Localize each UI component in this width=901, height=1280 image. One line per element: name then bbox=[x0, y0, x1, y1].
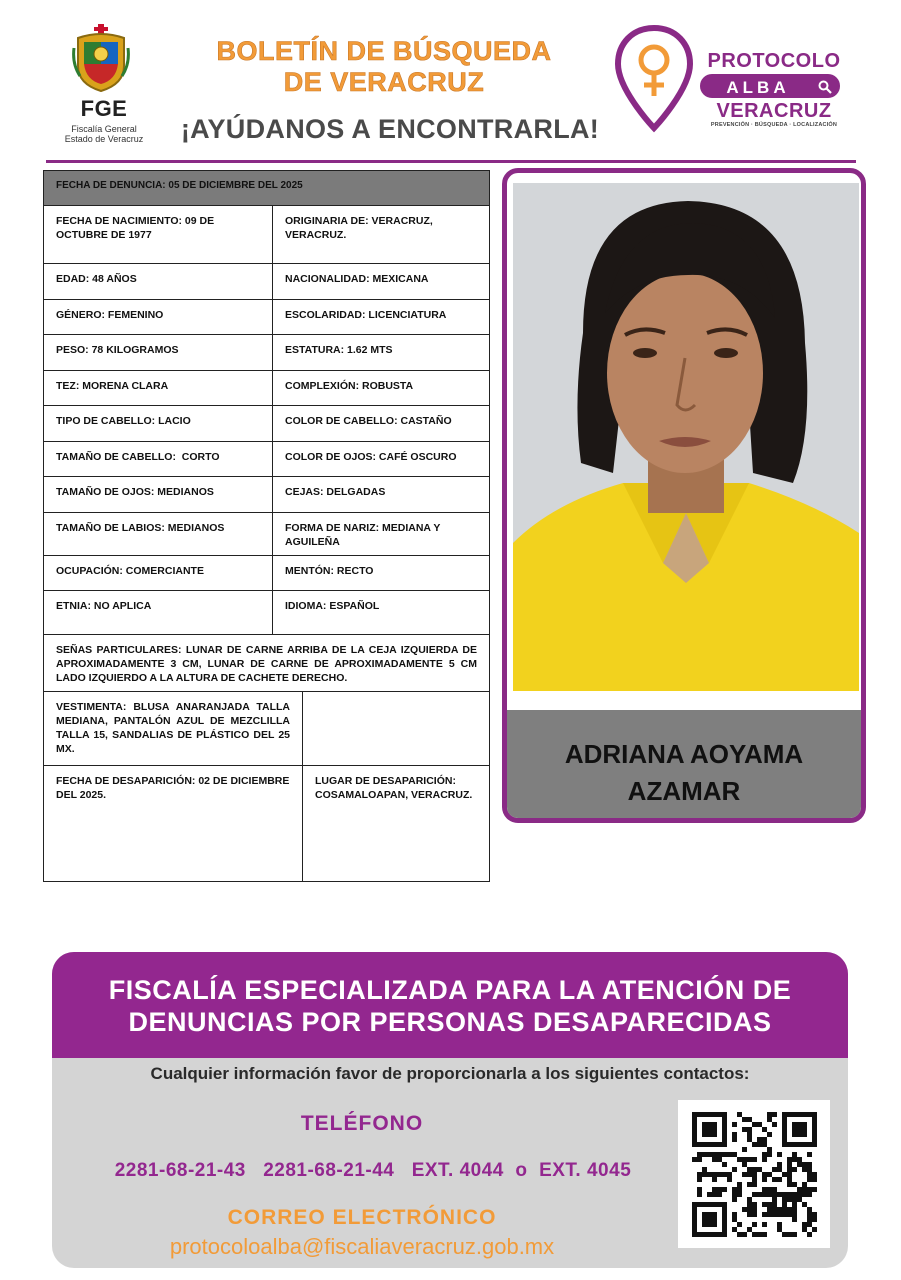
contact-panel bbox=[52, 952, 848, 1268]
phone-heading: TELÉFONO bbox=[300, 1112, 424, 1135]
table-row bbox=[44, 300, 489, 335]
distinguishing-marks: SEÑAS PARTICULARES: LUNAR DE CARNE ARRIBA DE LA CEJA IZQUIERDA DE APROXIMADAMENTE 3 CM, LUNAR DE CARNE DE APROXIMADAMENTE 5 CM LADO IZQUIERDO A LA ALTURA DE CACHETE DERECHO. bbox=[56, 644, 477, 684]
table-row bbox=[44, 591, 489, 635]
hair-length: TAMAÑO DE CABELLO: CORTO bbox=[44, 442, 273, 476]
hair-color: COLOR DE CABELLO: CASTAÑO bbox=[285, 415, 452, 427]
alba-pill bbox=[700, 74, 840, 98]
origin: ORIGINARIA DE: VERACRUZ, VERACRUZ. bbox=[285, 215, 433, 241]
search-icon bbox=[817, 79, 833, 95]
table-row bbox=[44, 635, 489, 692]
lip-size: TAMAÑO DE LABIOS: MEDIANOS bbox=[44, 513, 273, 555]
fge-subtitle-line2: Estado de Veracruz bbox=[64, 134, 144, 144]
email-heading: CORREO ELECTRÓNICO bbox=[227, 1206, 497, 1229]
language: IDIOMA: ESPAÑOL bbox=[285, 600, 380, 612]
disappearance-date: FECHA DE DESAPARICIÓN: 02 DE DICIEMBRE DEL 2025. bbox=[44, 766, 303, 881]
table-row bbox=[44, 513, 489, 556]
disappearance-place: LUGAR DE DESAPARICIÓN: COSAMALOAPAN, VERACRUZ. bbox=[315, 775, 473, 801]
agency-banner bbox=[52, 952, 848, 1058]
eye-size: TAMAÑO DE OJOS: MEDIANOS bbox=[44, 477, 273, 512]
agency-name-line2: DENUNCIAS POR PERSONAS DESAPARECIDAS bbox=[128, 1007, 772, 1037]
fge-label: FGE bbox=[80, 96, 128, 121]
person-name-line2: AZAMAR bbox=[627, 776, 741, 806]
build: COMPLEXIÓN: ROBUSTA bbox=[285, 380, 414, 392]
person-name-box bbox=[507, 710, 861, 823]
alba-veracruz-label: VERACRUZ bbox=[716, 100, 832, 122]
portrait-illustration bbox=[513, 183, 859, 691]
table-row bbox=[44, 692, 489, 766]
photo-card bbox=[502, 168, 866, 823]
birth-date: FECHA DE NACIMIENTO: 09 DE OCTUBRE DE 1977 bbox=[44, 206, 273, 263]
eye-color: COLOR DE OJOS: CAFÉ OSCURO bbox=[285, 451, 457, 463]
weight: PESO: 78 KILOGRAMOS bbox=[44, 335, 273, 370]
agency-name bbox=[52, 974, 848, 1038]
person-name-line1: ADRIANA AOYAMA bbox=[564, 739, 804, 769]
email-address[interactable]: protocoloalba@fiscaliaveracruz.gob.mx bbox=[169, 1234, 555, 1259]
eyebrows: CEJAS: DELGADAS bbox=[285, 486, 386, 498]
table-row bbox=[44, 477, 489, 513]
nose-shape: FORMA DE NARIZ: MEDIANA Y AGUILEÑA bbox=[285, 522, 441, 548]
chin: MENTÓN: RECTO bbox=[285, 565, 374, 577]
fge-subtitle-line1: Fiscalía General bbox=[71, 124, 137, 134]
missing-person-data-table bbox=[43, 170, 490, 882]
fge-logo bbox=[62, 24, 146, 148]
protocolo-alba-logo bbox=[612, 24, 848, 136]
table-row bbox=[44, 766, 489, 881]
table-row bbox=[44, 406, 489, 442]
agency-name-line1: FISCALÍA ESPECIALIZADA PARA LA ATENCIÓN DE bbox=[108, 975, 792, 1005]
table-row bbox=[44, 206, 489, 264]
table-row bbox=[44, 371, 489, 406]
phone-numbers[interactable]: 2281-68-21-43 2281-68-21-44 EXT. 4044 o EXT. 4045 bbox=[114, 1160, 632, 1181]
contact-instructions: Cualquier información favor de proporcionarla a los siguientes contactos: bbox=[150, 1064, 750, 1083]
bulletin-title bbox=[168, 36, 600, 98]
education: ESCOLARIDAD: LICENCIATURA bbox=[285, 309, 447, 321]
table-row bbox=[44, 171, 489, 206]
age: EDAD: 48 AÑOS bbox=[44, 264, 273, 299]
alba-protocolo-label: PROTOCOLO bbox=[707, 50, 841, 72]
qr-code-icon[interactable] bbox=[678, 1100, 830, 1248]
report-date: FECHA DE DENUNCIA: 05 DE DICIEMBRE DEL 2025 bbox=[56, 180, 303, 191]
person-name bbox=[507, 736, 861, 810]
table-row bbox=[44, 556, 489, 591]
veracruz-coat-of-arms-icon bbox=[72, 24, 130, 92]
height: ESTATURA: 1.62 MTS bbox=[285, 344, 393, 356]
gender: GÉNERO: FEMENINO bbox=[44, 300, 273, 334]
table-row bbox=[44, 335, 489, 371]
skin-tone: TEZ: MORENA CLARA bbox=[44, 371, 273, 405]
header-divider bbox=[46, 160, 856, 163]
fge-subtitle bbox=[56, 124, 152, 144]
table-row bbox=[44, 442, 489, 477]
help-find-her-heading: ¡AYÚDANOS A ENCONTRARLA! bbox=[180, 114, 600, 144]
occupation: OCUPACIÓN: COMERCIANTE bbox=[44, 556, 273, 590]
ethnicity: ETNIA: NO APLICA bbox=[44, 591, 273, 634]
nationality: NACIONALIDAD: MEXICANA bbox=[285, 273, 429, 285]
location-pin-female-icon bbox=[612, 24, 696, 134]
alba-label: ALBA bbox=[726, 78, 790, 97]
clothing-extra bbox=[303, 692, 488, 765]
hair-type: TIPO DE CABELLO: LACIO bbox=[44, 406, 273, 441]
clothing: VESTIMENTA: BLUSA ANARANJADA TALLA MEDIANA, PANTALÓN AZUL DE MEZCLILLA TALLA 15, SANDALIAS DE PLÁSTICO DEL 25 MX. bbox=[44, 692, 303, 765]
table-row bbox=[44, 264, 489, 300]
bulletin-title-line1: BOLETÍN DE BÚSQUEDA bbox=[216, 36, 552, 66]
missing-person-photo bbox=[513, 183, 859, 691]
bulletin-title-line2: DE VERACRUZ bbox=[283, 67, 485, 97]
alba-tagline: PREVENCIÓN · BÚSQUEDA · LOCALIZACIÓN bbox=[710, 122, 838, 128]
